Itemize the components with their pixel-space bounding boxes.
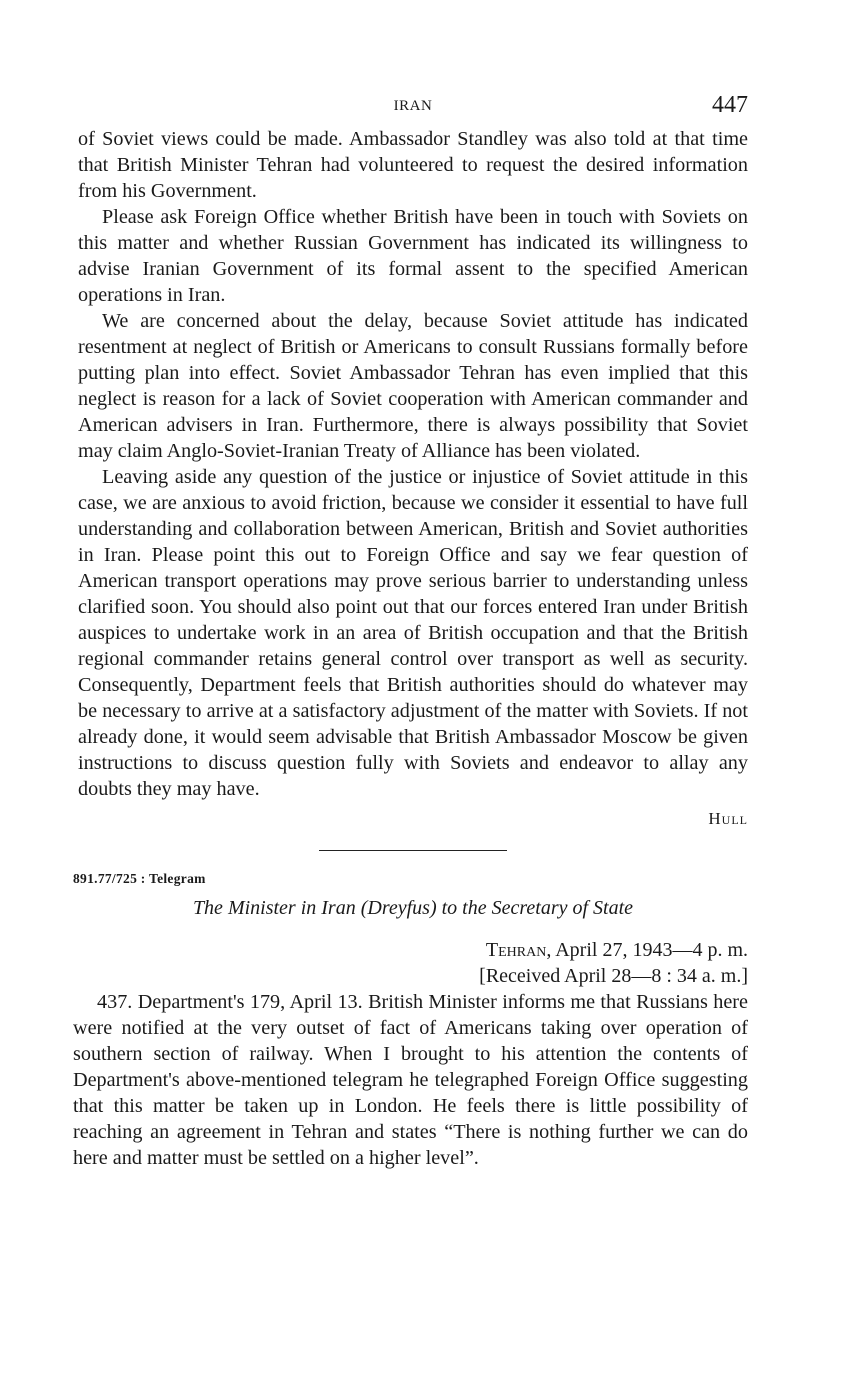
running-title: IRAN <box>393 98 433 114</box>
paragraph-avoid-friction: Leaving aside any question of the justice or injustice of Soviet attitude in this case, we are anxious to avoid friction, because we consider it essential to have full understanding and collaboration between American, British and Soviet authorities in Iran. Please point this out to Foreign Office and say we fear question of American transport operations may prove serious barrier to understanding unless clarified soon. You should also point out that our forces entered Iran under British auspices to undertake work in an area of British occupation and that the British regional commander retains general control over transport as well as security. Consequently, Department feels that British authorities should do whatever may be necessary to arrive at a satisfactory adjustment of the matter with Soviets. If not already done, it would seem advisable that British Ambassador Moscow be given instructions to discuss question fully with Soviets and endeavor to allay any doubts they may have. <box>78 466 748 800</box>
received-line: [Received April 28—8 : 34 a. m.] <box>479 965 748 987</box>
paragraph-continuation: of Soviet views could be made. Ambassador Standley was also told at that time that British Minister Tehran had volunteered to request the desired information from his Government. <box>78 128 748 202</box>
section-divider <box>319 850 507 851</box>
running-head <box>78 92 748 126</box>
dateline <box>78 937 748 963</box>
document-page <box>73 92 748 1171</box>
signature: Hull <box>708 809 748 828</box>
page-number: 447 <box>712 92 748 118</box>
paragraph-foreign-office-request: Please ask Foreign Office whether British have been in touch with Soviets on this matter and whether Russian Government has indicated its willingness to advise Iranian Government of its formal assent to the specified American operations in Iran. <box>78 206 748 306</box>
telegram-body: 437. Department's 179, April 13. British Minister informs me that Russians here were notified at the very outset of fact of Americans taking over operation of southern section of railway. When I brought to his attention the contents of Department's above-mentioned telegram he telegraphed Foreign Office suggesting that this matter be taken up in London. He feels there is little possibility of reaching an agreement in Tehran and states “There is nothing further we can do here and matter must be settled on a higher level”. <box>73 991 748 1169</box>
dateline-date: , April 27, 1943—4 p. m. <box>546 939 748 961</box>
dateline-place: Tehran <box>485 939 547 961</box>
file-number: 891.77/725 : Telegram <box>73 871 206 886</box>
paragraph-concern-delay: We are concerned about the delay, because Soviet attitude has indicated resentment at neglect of British or Americans to consult Russians formally before putting plan into effect. Soviet Ambassador Tehran has even implied that this neglect is reason for a lack of Soviet cooperation with American commander and American advisers in Iran. Furthermore, there is always possibility that Soviet may claim Anglo-Soviet-Iranian Treaty of Alliance has been violated. <box>78 310 748 462</box>
telegram-title: The Minister in Iran (Dreyfus) to the Secretary of State <box>192 897 634 919</box>
